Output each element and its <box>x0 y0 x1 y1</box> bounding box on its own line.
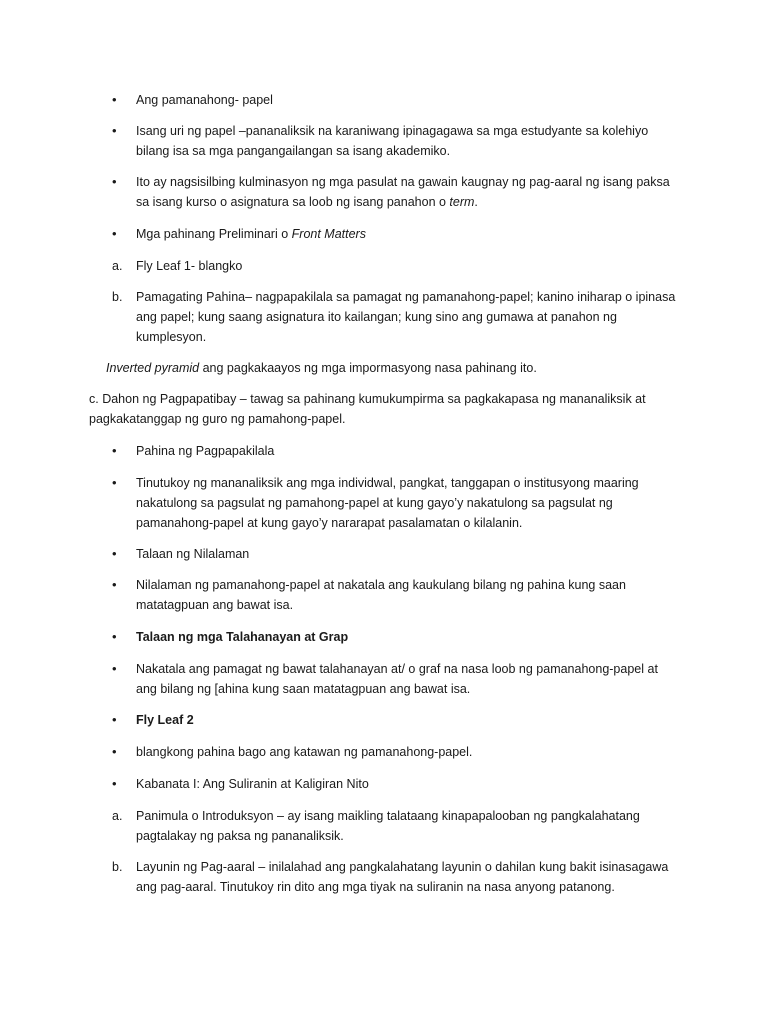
item-text: Layunin ng Pag-aaral – inilalahad ang pangkalahatang layunin o dahilan kung bakit isinasagawa ang pag-aaral. Tinutukoy rin dito ang mga tiyak na suliranin na nasa anyong patanong. <box>136 860 669 894</box>
item-text: Nakatala ang pamagat ng bawat talahanayan at/ o graf na nasa loob ng pamanahong-papel at ang bilang ng [ahina kung saan matatagpuan ang bawat isa. <box>136 662 658 696</box>
item-text: Kabanata I: Ang Suliranin at Kaligiran Nito <box>136 777 369 791</box>
letter-marker: b. <box>112 290 123 304</box>
item-text: Tinutukoy ng mananaliksik ang mga individwal, pangkat, tanggapan o institusyong maaring nakatulong sa pagsulat ng pamahong-papel at kung gayo’y nakatulong sa pagsulat ng pamanahong-papel at kung gayo’y nararapat pasalamatan o kilalanin. <box>136 476 639 530</box>
bullet-marker: • <box>112 661 117 676</box>
item-text: Panimula o Introduksyon – ay isang maikling talataang kinapapalooban ng pangkalahatang pagtalakay ng paksa ng pananaliksik. <box>136 809 640 843</box>
bullet-marker: • <box>112 776 117 791</box>
paragraph-text: c. Dahon ng Pagpapatibay – tawag sa pahinang kumukumpirma sa pagkakapasa ng mananaliksik at pagkakatanggap ng guro ng pamahong-papel. <box>89 392 646 426</box>
letter-marker: a. <box>112 259 123 273</box>
letter-marker: a. <box>112 809 123 823</box>
item-text: Fly Leaf 2 <box>136 713 194 727</box>
item-text: Ang pamanahong- papel <box>136 93 273 107</box>
bullet-marker: • <box>112 443 117 458</box>
item-text: Isang uri ng papel –pananaliksik na karaniwang ipinagagawa sa mga estudyante sa kolehiyo bilang isa sa mga pangangailangan sa isang akademiko. <box>136 124 649 158</box>
bullet-marker: • <box>112 123 117 138</box>
bullet-marker: • <box>112 475 117 490</box>
item-text: blangkong pahina bago ang katawan ng pamanahong-papel. <box>136 745 473 759</box>
item-text: Talaan ng Nilalaman <box>136 547 250 561</box>
item-text: Talaan ng mga Talahanayan at Grap <box>136 630 349 644</box>
bullet-marker: • <box>112 92 117 107</box>
paragraph-text: Inverted pyramid ang pagkakaayos ng mga impormasyong nasa pahinang ito. <box>106 361 537 375</box>
bullet-marker: • <box>112 174 117 189</box>
bullet-marker: • <box>112 744 117 759</box>
item-text: Pamagating Pahina– nagpapakilala sa pamagat ng pamanahong-papel; kanino iniharap o ipinasa ang papel; kung saang asignatura ito kailangan; kung sino ang gumawa at panahon ng kumplesyon. <box>136 290 676 344</box>
bullet-marker: • <box>112 629 117 644</box>
item-text: Ito ay nagsisilbing kulminasyon ng mga pasulat na gawain kaugnay ng pag-aaral ng isang paksa sa isang kurso o asignatura sa loob ng isang panahon o term. <box>136 175 670 209</box>
item-text: Nilalaman ng pamanahong-papel at nakatala ang kaukulang bilang ng pahina kung saan matatagpuan ang bawat isa. <box>136 578 626 612</box>
item-text: Fly Leaf 1- blangko <box>136 259 243 273</box>
bullet-marker: • <box>112 226 117 241</box>
bullet-marker: • <box>112 546 117 561</box>
item-text: Pahina ng Pagpapakilala <box>136 444 275 458</box>
bullet-marker: • <box>112 577 117 592</box>
bullet-marker: • <box>112 712 117 727</box>
item-text: Mga pahinang Preliminari o Front Matters <box>136 227 366 241</box>
letter-marker: b. <box>112 860 123 874</box>
